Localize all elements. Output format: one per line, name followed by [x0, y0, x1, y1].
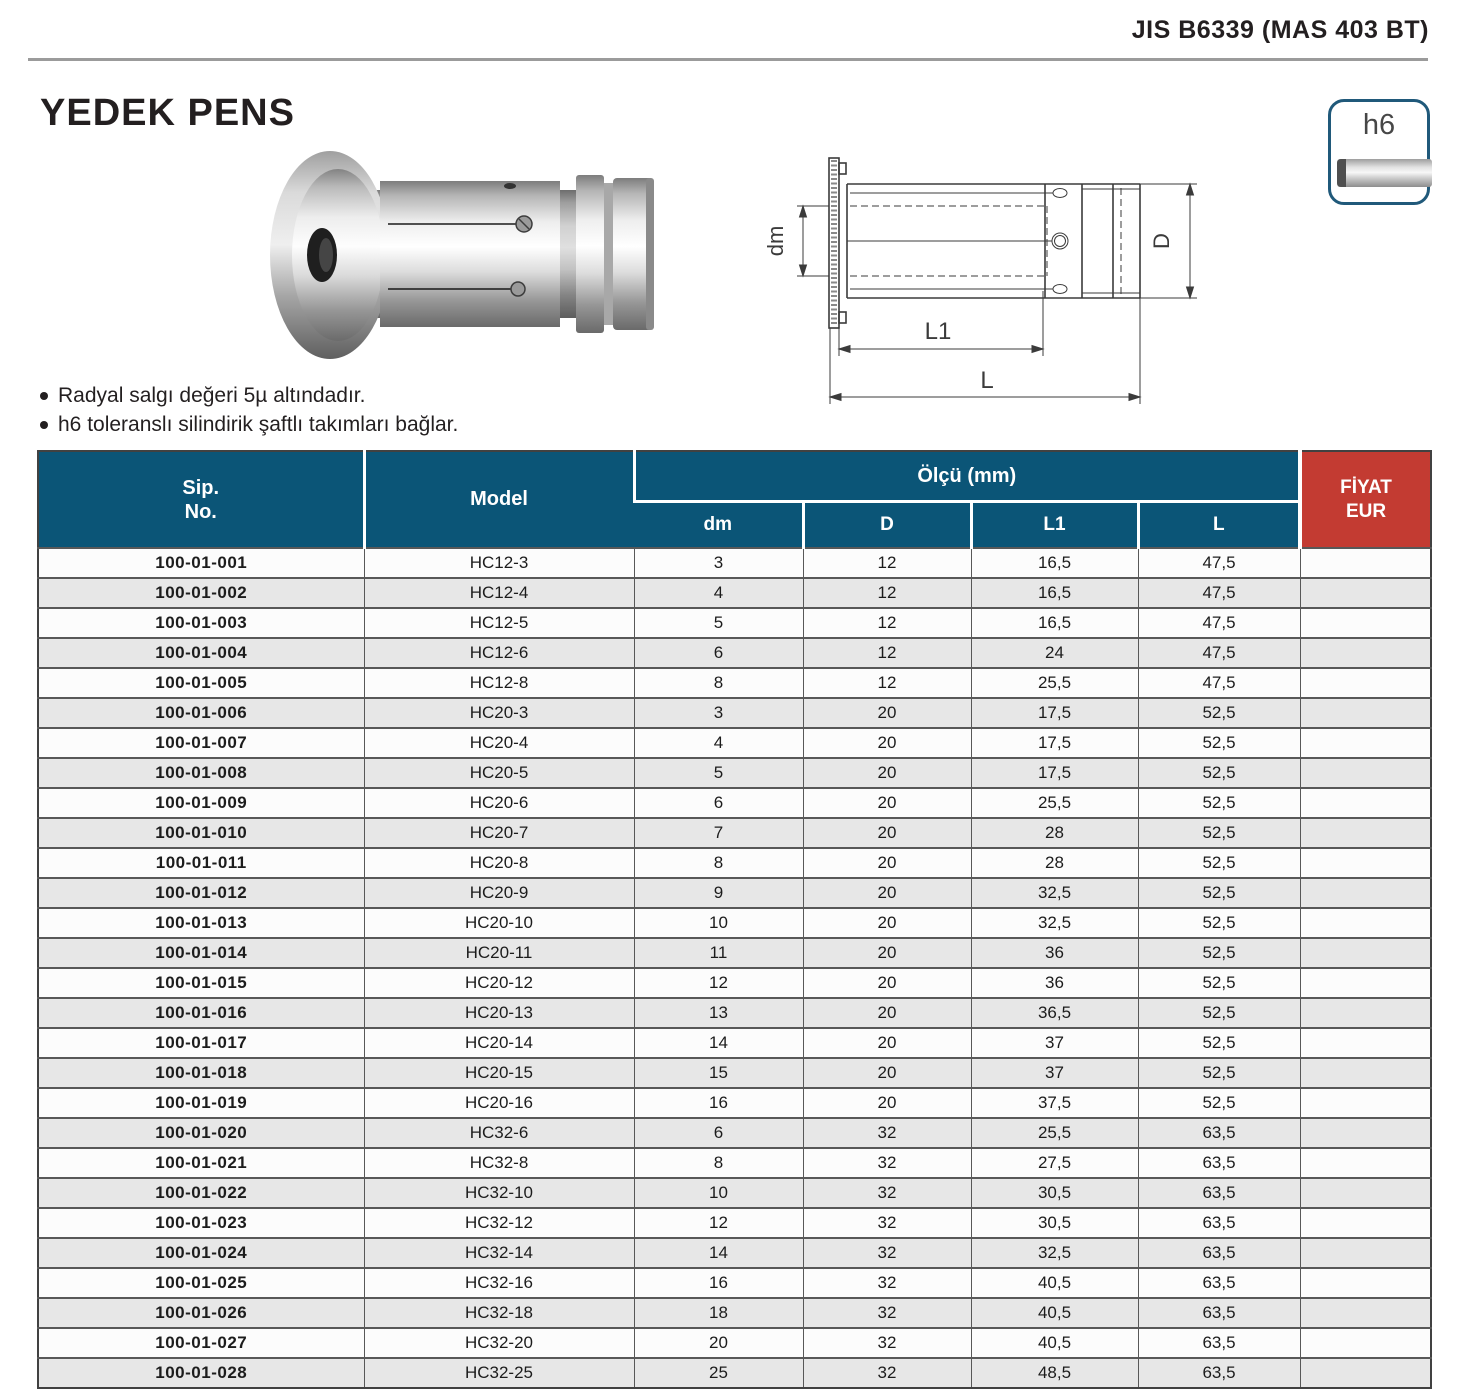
- cell-dm: 10: [634, 908, 803, 938]
- cell-price: [1300, 1208, 1431, 1238]
- cell-price: [1300, 608, 1431, 638]
- cell-price: [1300, 1298, 1431, 1328]
- table-row: [38, 1088, 1431, 1118]
- cell-model: HC20-6: [364, 788, 634, 818]
- cell-price: [1300, 1148, 1431, 1178]
- cell-price: [1300, 1088, 1431, 1118]
- cell-model: HC20-11: [364, 938, 634, 968]
- cell-dm: 5: [634, 608, 803, 638]
- cell-l: 63,5: [1138, 1358, 1300, 1388]
- dim-label-l1: L1: [924, 318, 952, 345]
- cell-price: [1300, 1058, 1431, 1088]
- table-row: [38, 1058, 1431, 1088]
- table-row: [38, 758, 1431, 788]
- cell-price: [1300, 698, 1431, 728]
- table-row: [38, 1238, 1431, 1268]
- cell-price: [1300, 548, 1431, 578]
- cell-price: [1300, 1178, 1431, 1208]
- table-row: [38, 908, 1431, 938]
- cell-d: 32: [803, 1148, 971, 1178]
- cell-sip: 100-01-005: [38, 668, 364, 698]
- cell-l: 52,5: [1138, 1088, 1300, 1118]
- cell-l: 52,5: [1138, 938, 1300, 968]
- cell-model: HC12-4: [364, 578, 634, 608]
- table-row: [38, 1298, 1431, 1328]
- note-item: [40, 410, 458, 439]
- cell-model: HC20-15: [364, 1058, 634, 1088]
- cell-model: HC20-16: [364, 1088, 634, 1118]
- cell-price: [1300, 1028, 1431, 1058]
- notes: [40, 381, 458, 439]
- tolerance-badge: [1328, 99, 1430, 205]
- cell-l1: 36,5: [971, 998, 1138, 1028]
- cell-l: 52,5: [1138, 968, 1300, 998]
- cell-d: 32: [803, 1328, 971, 1358]
- cell-l: 52,5: [1138, 1028, 1300, 1058]
- cell-dm: 15: [634, 1058, 803, 1088]
- table-row: [38, 548, 1431, 578]
- cell-l: 52,5: [1138, 848, 1300, 878]
- cell-l1: 36: [971, 938, 1138, 968]
- cell-l: 63,5: [1138, 1298, 1300, 1328]
- cell-d: 20: [803, 968, 971, 998]
- spec-table: [37, 450, 1432, 1389]
- cell-sip: 100-01-018: [38, 1058, 364, 1088]
- cell-d: 32: [803, 1118, 971, 1148]
- table-row: [38, 698, 1431, 728]
- cell-d: 20: [803, 938, 971, 968]
- cell-l: 63,5: [1138, 1268, 1300, 1298]
- cell-l1: 28: [971, 848, 1138, 878]
- dim-label-l: L: [980, 367, 994, 394]
- cell-model: HC20-3: [364, 698, 634, 728]
- table-row: [38, 998, 1431, 1028]
- col-header-model: Model: [364, 451, 634, 548]
- cell-l: 63,5: [1138, 1148, 1300, 1178]
- standard-title: JIS B6339 (MAS 403 BT): [1131, 16, 1429, 44]
- table-row: [38, 1148, 1431, 1178]
- cell-l: 47,5: [1138, 578, 1300, 608]
- cell-d: 20: [803, 818, 971, 848]
- note-text: h6 toleranslı silindirik şaftlı takımları bağlar.: [58, 413, 459, 436]
- cell-sip: 100-01-023: [38, 1208, 364, 1238]
- table-header: [38, 451, 1431, 548]
- cell-sip: 100-01-013: [38, 908, 364, 938]
- cell-dm: 14: [634, 1238, 803, 1268]
- cell-l1: 25,5: [971, 1118, 1138, 1148]
- cell-d: 20: [803, 728, 971, 758]
- cell-l1: 32,5: [971, 908, 1138, 938]
- cell-l1: 27,5: [971, 1148, 1138, 1178]
- cell-l1: 25,5: [971, 788, 1138, 818]
- cell-sip: 100-01-027: [38, 1328, 364, 1358]
- cell-dm: 4: [634, 578, 803, 608]
- cell-sip: 100-01-021: [38, 1148, 364, 1178]
- cell-l: 52,5: [1138, 878, 1300, 908]
- table-row: [38, 728, 1431, 758]
- cell-model: HC32-6: [364, 1118, 634, 1148]
- col-header-price-line2: EUR: [1345, 500, 1387, 522]
- cell-sip: 100-01-001: [38, 548, 364, 578]
- cell-sip: 100-01-003: [38, 608, 364, 638]
- cell-d: 12: [803, 608, 971, 638]
- cell-d: 32: [803, 1208, 971, 1238]
- cell-model: HC32-25: [364, 1358, 634, 1388]
- cell-price: [1300, 968, 1431, 998]
- cylinder-cap-icon: [1337, 159, 1346, 187]
- cell-model: HC32-12: [364, 1208, 634, 1238]
- cell-d: 12: [803, 638, 971, 668]
- cell-l1: 32,5: [971, 878, 1138, 908]
- cell-dm: 6: [634, 638, 803, 668]
- col-header-sip-line2: No.: [184, 500, 217, 523]
- col-header-price-line1: FİYAT: [1340, 476, 1392, 498]
- cell-d: 20: [803, 1028, 971, 1058]
- cell-l1: 48,5: [971, 1358, 1138, 1388]
- cell-dm: 18: [634, 1298, 803, 1328]
- cell-dm: 8: [634, 668, 803, 698]
- cell-model: HC20-13: [364, 998, 634, 1028]
- cell-dm: 12: [634, 968, 803, 998]
- cell-dm: 6: [634, 1118, 803, 1148]
- cell-d: 20: [803, 998, 971, 1028]
- cell-model: HC20-14: [364, 1028, 634, 1058]
- table-row: [38, 818, 1431, 848]
- cell-d: 20: [803, 908, 971, 938]
- cell-d: 32: [803, 1178, 971, 1208]
- cell-l1: 36: [971, 968, 1138, 998]
- cell-price: [1300, 758, 1431, 788]
- cell-dm: 16: [634, 1268, 803, 1298]
- cell-l: 63,5: [1138, 1118, 1300, 1148]
- cell-dm: 25: [634, 1358, 803, 1388]
- cell-model: HC32-20: [364, 1328, 634, 1358]
- cell-l: 52,5: [1138, 698, 1300, 728]
- note-text: Radyal salgı değeri 5µ altındadır.: [58, 384, 366, 407]
- cell-sip: 100-01-019: [38, 1088, 364, 1118]
- cylinder-shaft-icon: [1337, 159, 1432, 187]
- col-header-l: L: [1138, 502, 1300, 549]
- cell-model: HC12-6: [364, 638, 634, 668]
- cell-l1: 40,5: [971, 1328, 1138, 1358]
- cell-model: HC32-10: [364, 1178, 634, 1208]
- cell-dm: 12: [634, 1208, 803, 1238]
- cell-price: [1300, 638, 1431, 668]
- cell-sip: 100-01-008: [38, 758, 364, 788]
- cell-dm: 10: [634, 1178, 803, 1208]
- cell-price: [1300, 1268, 1431, 1298]
- col-header-olcu: Ölçü (mm): [634, 451, 1300, 502]
- cell-l: 52,5: [1138, 818, 1300, 848]
- cell-d: 12: [803, 548, 971, 578]
- bullet-icon: [40, 392, 48, 400]
- cell-l1: 25,5: [971, 668, 1138, 698]
- cell-sip: 100-01-025: [38, 1268, 364, 1298]
- col-header-dm: dm: [634, 502, 803, 549]
- cell-sip: 100-01-024: [38, 1238, 364, 1268]
- cell-dm: 16: [634, 1088, 803, 1118]
- table-row: [38, 638, 1431, 668]
- cell-model: HC32-14: [364, 1238, 634, 1268]
- cell-model: HC20-7: [364, 818, 634, 848]
- cell-model: HC20-10: [364, 908, 634, 938]
- collet-image: [270, 151, 654, 359]
- cell-dm: 8: [634, 1148, 803, 1178]
- cell-price: [1300, 998, 1431, 1028]
- cell-price: [1300, 818, 1431, 848]
- page-title: YEDEK PENS: [40, 92, 295, 134]
- cell-price: [1300, 1238, 1431, 1268]
- cell-l1: 30,5: [971, 1178, 1138, 1208]
- col-header-sip-line1: Sip.: [182, 476, 220, 499]
- table-row: [38, 1328, 1431, 1358]
- cell-d: 20: [803, 878, 971, 908]
- table-row: [38, 968, 1431, 998]
- table-row: [38, 668, 1431, 698]
- cell-l: 52,5: [1138, 758, 1300, 788]
- cell-sip: 100-01-011: [38, 848, 364, 878]
- table-row: [38, 1358, 1431, 1388]
- cell-sip: 100-01-007: [38, 728, 364, 758]
- dim-label-d: D: [1149, 233, 1174, 249]
- cell-price: [1300, 1328, 1431, 1358]
- cell-sip: 100-01-017: [38, 1028, 364, 1058]
- cell-d: 20: [803, 758, 971, 788]
- cell-price: [1300, 1358, 1431, 1388]
- col-header-l1: L1: [971, 502, 1138, 549]
- cell-dm: 9: [634, 878, 803, 908]
- cell-sip: 100-01-020: [38, 1118, 364, 1148]
- cell-d: 32: [803, 1238, 971, 1268]
- cell-l: 47,5: [1138, 608, 1300, 638]
- table-body: [38, 548, 1431, 1388]
- table-row: [38, 878, 1431, 908]
- cell-d: 32: [803, 1358, 971, 1388]
- cell-price: [1300, 728, 1431, 758]
- table-row: [38, 848, 1431, 878]
- cell-sip: 100-01-028: [38, 1358, 364, 1388]
- col-header-d: D: [803, 502, 971, 549]
- dim-label-dm: dm: [763, 225, 788, 257]
- cell-d: 20: [803, 698, 971, 728]
- cell-model: HC32-16: [364, 1268, 634, 1298]
- note-item: [40, 381, 458, 410]
- cell-d: 32: [803, 1298, 971, 1328]
- table-row: [38, 608, 1431, 638]
- cell-model: HC20-12: [364, 968, 634, 998]
- cell-price: [1300, 578, 1431, 608]
- col-header-sip-no: [38, 451, 364, 548]
- table-row: [38, 1028, 1431, 1058]
- cell-l1: 28: [971, 818, 1138, 848]
- cell-l: 52,5: [1138, 788, 1300, 818]
- cell-sip: 100-01-012: [38, 878, 364, 908]
- cell-l: 47,5: [1138, 668, 1300, 698]
- table-row: [38, 788, 1431, 818]
- cell-l1: 30,5: [971, 1208, 1138, 1238]
- cell-sip: 100-01-026: [38, 1298, 364, 1328]
- cell-sip: 100-01-006: [38, 698, 364, 728]
- cell-model: HC32-18: [364, 1298, 634, 1328]
- cell-model: HC20-4: [364, 728, 634, 758]
- cell-dm: 11: [634, 938, 803, 968]
- technical-drawing: [735, 141, 1219, 435]
- cell-l: 63,5: [1138, 1208, 1300, 1238]
- cell-model: HC20-9: [364, 878, 634, 908]
- cell-l: 47,5: [1138, 638, 1300, 668]
- cell-price: [1300, 938, 1431, 968]
- cell-l: 63,5: [1138, 1328, 1300, 1358]
- tolerance-label: h6: [1362, 109, 1396, 141]
- cell-price: [1300, 878, 1431, 908]
- cell-dm: 6: [634, 788, 803, 818]
- cell-price: [1300, 668, 1431, 698]
- cell-l1: 37,5: [971, 1088, 1138, 1118]
- cell-d: 32: [803, 1268, 971, 1298]
- cell-d: 20: [803, 848, 971, 878]
- cell-l: 63,5: [1138, 1238, 1300, 1268]
- cell-dm: 4: [634, 728, 803, 758]
- cell-l1: 17,5: [971, 728, 1138, 758]
- cell-sip: 100-01-010: [38, 818, 364, 848]
- cell-dm: 8: [634, 848, 803, 878]
- table-row: [38, 1118, 1431, 1148]
- cell-d: 20: [803, 1088, 971, 1118]
- cell-d: 12: [803, 668, 971, 698]
- cell-l1: 40,5: [971, 1298, 1138, 1328]
- cell-price: [1300, 908, 1431, 938]
- cell-l1: 17,5: [971, 758, 1138, 788]
- cell-d: 20: [803, 788, 971, 818]
- cell-l: 47,5: [1138, 548, 1300, 578]
- cell-l1: 37: [971, 1058, 1138, 1088]
- cell-l1: 16,5: [971, 608, 1138, 638]
- table-row: [38, 1268, 1431, 1298]
- cell-l1: 16,5: [971, 548, 1138, 578]
- cell-price: [1300, 1118, 1431, 1148]
- cell-d: 12: [803, 578, 971, 608]
- table-row: [38, 578, 1431, 608]
- table-row: [38, 1208, 1431, 1238]
- cell-dm: 14: [634, 1028, 803, 1058]
- cell-sip: 100-01-014: [38, 938, 364, 968]
- cell-dm: 13: [634, 998, 803, 1028]
- cell-l1: 24: [971, 638, 1138, 668]
- table-row: [38, 938, 1431, 968]
- cell-sip: 100-01-015: [38, 968, 364, 998]
- cell-dm: 7: [634, 818, 803, 848]
- cell-l1: 40,5: [971, 1268, 1138, 1298]
- cell-sip: 100-01-002: [38, 578, 364, 608]
- cell-model: HC20-8: [364, 848, 634, 878]
- cell-dm: 3: [634, 548, 803, 578]
- cell-dm: 3: [634, 698, 803, 728]
- cell-model: HC12-3: [364, 548, 634, 578]
- cell-dm: 20: [634, 1328, 803, 1358]
- cell-model: HC12-8: [364, 668, 634, 698]
- cell-model: HC32-8: [364, 1148, 634, 1178]
- col-header-price: [1300, 451, 1431, 548]
- bullet-icon: [40, 421, 48, 429]
- cell-l: 52,5: [1138, 908, 1300, 938]
- cell-sip: 100-01-009: [38, 788, 364, 818]
- cell-l1: 16,5: [971, 578, 1138, 608]
- cell-l: 52,5: [1138, 1058, 1300, 1088]
- cell-dm: 5: [634, 758, 803, 788]
- cell-model: HC20-5: [364, 758, 634, 788]
- table-row: [38, 1178, 1431, 1208]
- cell-price: [1300, 788, 1431, 818]
- cell-l: 52,5: [1138, 998, 1300, 1028]
- cell-l1: 17,5: [971, 698, 1138, 728]
- cell-l: 52,5: [1138, 728, 1300, 758]
- header-divider: [28, 58, 1428, 61]
- cell-sip: 100-01-016: [38, 998, 364, 1028]
- cell-sip: 100-01-022: [38, 1178, 364, 1208]
- cell-d: 20: [803, 1058, 971, 1088]
- cell-model: HC12-5: [364, 608, 634, 638]
- cell-price: [1300, 848, 1431, 878]
- cell-l1: 32,5: [971, 1238, 1138, 1268]
- cell-l: 63,5: [1138, 1178, 1300, 1208]
- product-photo: [262, 148, 662, 366]
- cell-sip: 100-01-004: [38, 638, 364, 668]
- cell-l1: 37: [971, 1028, 1138, 1058]
